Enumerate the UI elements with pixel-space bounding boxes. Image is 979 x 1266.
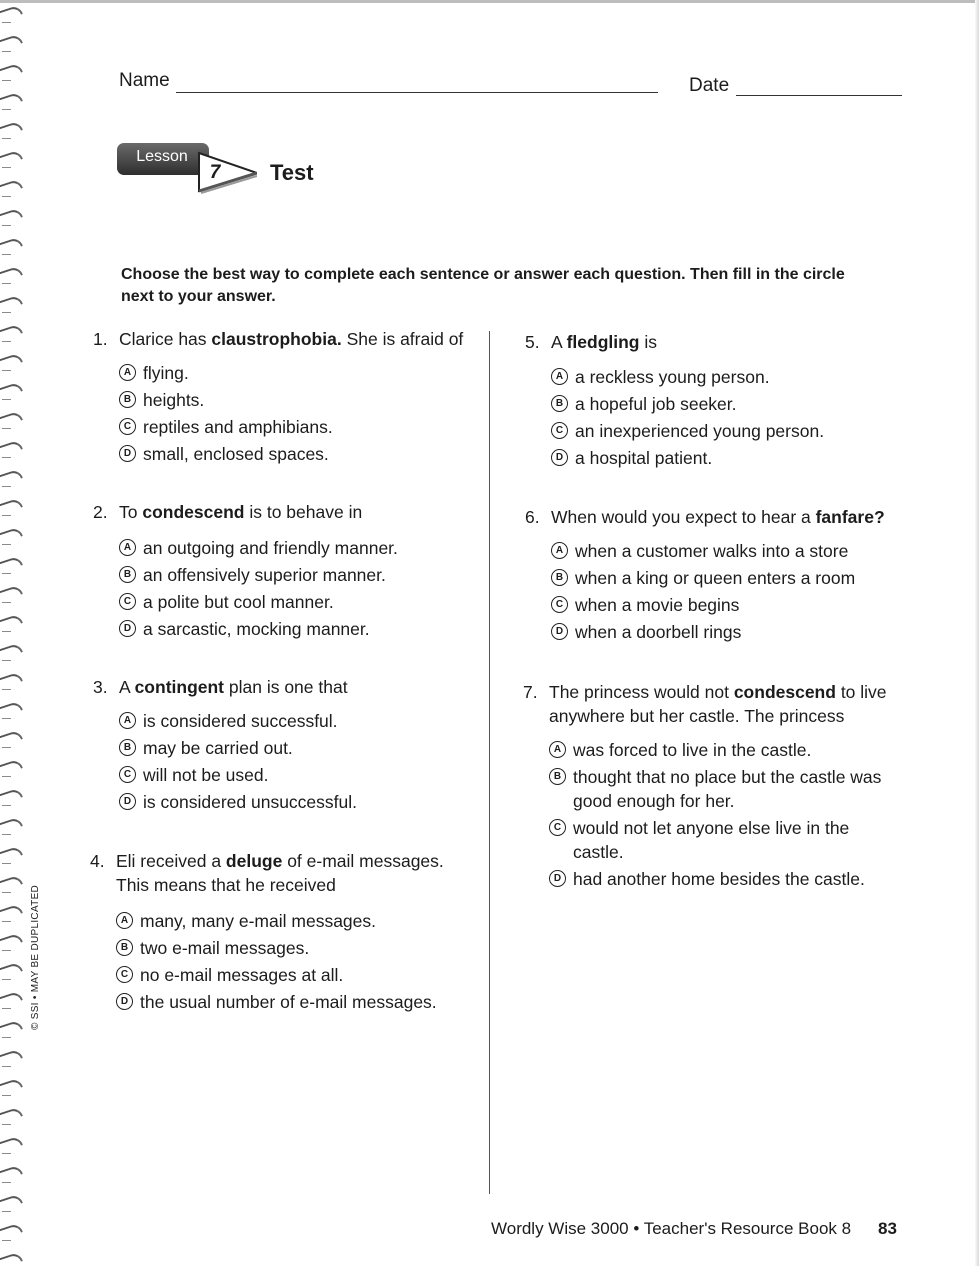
binding-hole xyxy=(2,776,11,777)
answer-bubble-icon[interactable]: A xyxy=(119,364,136,381)
question-number: 3. xyxy=(93,677,108,697)
binding-ring xyxy=(0,498,23,515)
answer-option-b[interactable] xyxy=(549,765,881,813)
answer-options xyxy=(119,536,398,644)
answer-option-b[interactable] xyxy=(119,736,357,760)
binding-hole xyxy=(2,863,11,864)
answer-bubble-icon[interactable]: D xyxy=(551,449,568,466)
answer-bubble-icon[interactable]: A xyxy=(551,368,568,385)
answer-text: is considered unsuccessful. xyxy=(143,792,357,812)
answer-option-c[interactable] xyxy=(116,963,437,987)
binding-ring xyxy=(0,759,23,776)
answer-bubble-icon[interactable]: B xyxy=(119,739,136,756)
answer-option-d[interactable] xyxy=(551,446,824,470)
answer-text: would not let anyone else live in the xyxy=(573,818,850,838)
binding-ring xyxy=(0,92,23,109)
answer-option-b[interactable] xyxy=(119,563,398,587)
binding-ring xyxy=(0,382,23,399)
answer-text: when a movie begins xyxy=(575,595,740,615)
vocabulary-word: claustrophobia. xyxy=(211,329,342,349)
page-right-edge xyxy=(975,0,979,1266)
question-number: 7. xyxy=(523,682,538,702)
answer-text: a sarcastic, mocking manner. xyxy=(143,619,370,639)
binding-ring xyxy=(0,701,23,718)
binding-hole xyxy=(2,631,11,632)
answer-text: small, enclosed spaces. xyxy=(143,444,329,464)
answer-bubble-icon[interactable]: C xyxy=(119,418,136,435)
binding-hole xyxy=(2,892,11,893)
binding-hole xyxy=(2,370,11,371)
answer-bubble-icon[interactable]: C xyxy=(551,422,568,439)
vocabulary-word: condescend xyxy=(733,682,836,702)
binding-hole xyxy=(2,573,11,574)
binding-hole xyxy=(2,486,11,487)
binding-hole xyxy=(2,1124,11,1125)
binding-hole xyxy=(2,1153,11,1154)
answer-bubble-icon[interactable]: B xyxy=(551,569,568,586)
stem-text-line2: anywhere but her castle. The princess xyxy=(549,706,845,726)
binding-ring xyxy=(0,295,23,312)
question-stem xyxy=(116,849,496,897)
answer-bubble-icon[interactable]: A xyxy=(119,712,136,729)
binding-hole xyxy=(2,1066,11,1067)
answer-text: many, many e-mail messages. xyxy=(140,911,377,931)
section-title: Test xyxy=(270,160,314,185)
answer-text: the usual number of e-mail messages. xyxy=(140,992,437,1012)
answer-text-line2: castle. xyxy=(573,842,624,862)
answer-text: a polite but cool manner. xyxy=(143,592,334,612)
question-stem xyxy=(119,675,499,699)
answer-bubble-icon[interactable]: D xyxy=(551,623,568,640)
answer-options xyxy=(119,361,333,469)
answer-text: when a customer walks into a store xyxy=(575,541,849,561)
answer-option-b[interactable] xyxy=(116,936,437,960)
lesson-badge xyxy=(117,143,257,203)
instructions: Choose the best way to complete each sentence or answer each question. Then fill in the circle next to your answer. xyxy=(121,266,845,305)
binding-hole xyxy=(2,22,11,23)
binding-ring xyxy=(0,237,23,254)
answer-text: an outgoing and friendly manner. xyxy=(143,538,398,558)
binding-hole xyxy=(2,225,11,226)
answer-options xyxy=(551,539,855,647)
stem-text: She is afraid of xyxy=(341,329,464,349)
answer-option-d[interactable] xyxy=(549,867,881,891)
binding-hole xyxy=(2,283,11,284)
answer-text: an offensively superior manner. xyxy=(143,565,386,585)
answer-text: heights. xyxy=(143,390,205,410)
binding-ring xyxy=(0,556,23,573)
answer-text: may be carried out. xyxy=(143,738,293,758)
answer-text: a reckless young person. xyxy=(575,367,770,387)
answer-bubble-icon[interactable]: A xyxy=(119,539,136,556)
binding-ring xyxy=(0,353,23,370)
binding-hole xyxy=(2,921,11,922)
binding-ring xyxy=(0,121,23,138)
binding-hole xyxy=(2,515,11,516)
answer-bubble-icon[interactable]: C xyxy=(116,966,133,983)
binding-hole xyxy=(2,718,11,719)
binding-hole xyxy=(2,1211,11,1212)
question-number: 2. xyxy=(93,502,108,522)
question-stem xyxy=(119,500,499,524)
answer-option-a[interactable] xyxy=(119,709,357,733)
stem-text: When would you expect to hear a xyxy=(551,507,816,527)
question-stem xyxy=(551,330,931,354)
binding-ring xyxy=(0,1107,23,1124)
vocabulary-word: deluge xyxy=(225,851,283,871)
answer-text: reptiles and amphibians. xyxy=(143,417,333,437)
answer-options xyxy=(551,365,824,473)
answer-bubble-icon[interactable]: D xyxy=(119,793,136,810)
vocabulary-word: fledgling xyxy=(566,332,640,352)
binding-ring xyxy=(0,150,23,167)
binding-hole xyxy=(2,457,11,458)
date-label: Date xyxy=(689,75,730,96)
answer-text: thought that no place but the castle was xyxy=(573,767,882,787)
binding-ring xyxy=(0,904,23,921)
page-number: 83 xyxy=(878,1219,897,1238)
stem-text-line2: This means that he received xyxy=(116,875,336,895)
binding-ring xyxy=(0,208,23,225)
name-label: Name xyxy=(119,70,170,91)
answer-text: two e-mail messages. xyxy=(140,938,310,958)
binding-ring xyxy=(0,846,23,863)
answer-text: when a king or queen enters a room xyxy=(575,568,856,588)
lesson-number: 7 xyxy=(209,162,221,183)
question-stem xyxy=(549,680,929,728)
answer-option-c[interactable] xyxy=(551,593,855,617)
answer-bubble-icon[interactable]: D xyxy=(119,620,136,637)
answer-bubble-icon[interactable]: C xyxy=(119,593,136,610)
stem-text: Eli received a xyxy=(116,851,226,871)
vocabulary-word: fanfare? xyxy=(815,507,885,527)
column-divider xyxy=(489,331,490,1194)
binding-ring xyxy=(0,933,23,950)
lesson-label: Lesson xyxy=(136,148,188,165)
answer-text: flying. xyxy=(143,363,189,383)
binding-ring xyxy=(0,1136,23,1153)
answer-bubble-icon[interactable]: D xyxy=(549,870,566,887)
stem-text: of e-mail messages. xyxy=(282,851,444,871)
answer-option-c[interactable] xyxy=(119,763,357,787)
binding-ring xyxy=(0,1049,23,1066)
binding-hole xyxy=(2,602,11,603)
answer-bubble-icon[interactable]: D xyxy=(116,993,133,1010)
answer-option-a[interactable] xyxy=(551,365,824,389)
question-stem xyxy=(551,505,931,529)
answer-option-c[interactable] xyxy=(551,419,824,443)
binding-ring xyxy=(0,643,23,660)
answer-option-a[interactable] xyxy=(551,539,855,563)
binding-ring xyxy=(0,1223,23,1240)
binding-hole xyxy=(2,312,11,313)
binding-ring xyxy=(0,1194,23,1211)
binding-hole xyxy=(2,689,11,690)
binding-ring xyxy=(0,1252,23,1266)
binding-ring xyxy=(0,962,23,979)
binding-hole xyxy=(2,747,11,748)
answer-options xyxy=(116,909,437,1017)
binding-ring xyxy=(0,1020,23,1037)
answer-option-c[interactable] xyxy=(119,590,398,614)
binding-hole xyxy=(2,399,11,400)
spiral-binding xyxy=(0,0,28,1266)
answer-option-d[interactable] xyxy=(119,442,333,466)
answer-option-a[interactable] xyxy=(116,909,437,933)
binding-hole xyxy=(2,196,11,197)
answer-bubble-icon[interactable]: C xyxy=(119,766,136,783)
answer-text: when a doorbell rings xyxy=(575,622,742,642)
binding-ring xyxy=(0,469,23,486)
stem-text: plan is one that xyxy=(224,677,348,697)
binding-ring xyxy=(0,875,23,892)
answer-bubble-icon[interactable]: C xyxy=(551,596,568,613)
binding-ring xyxy=(0,63,23,80)
answer-option-a[interactable] xyxy=(549,738,881,762)
answer-bubble-icon[interactable]: A xyxy=(549,741,566,758)
answer-option-c[interactable] xyxy=(549,816,881,864)
binding-hole xyxy=(2,950,11,951)
answer-bubble-icon[interactable]: B xyxy=(119,391,136,408)
answer-text: a hospital patient. xyxy=(575,448,713,468)
binding-ring xyxy=(0,34,23,51)
answer-option-d[interactable] xyxy=(551,620,855,644)
stem-text: Clarice has xyxy=(119,329,212,349)
answer-bubble-icon[interactable]: B xyxy=(116,939,133,956)
answer-option-d[interactable] xyxy=(116,990,437,1014)
binding-ring xyxy=(0,5,23,22)
stem-text: A xyxy=(119,677,135,697)
answer-option-b[interactable] xyxy=(119,388,333,412)
binding-hole xyxy=(2,341,11,342)
binding-ring xyxy=(0,730,23,747)
answer-bubble-icon[interactable]: B xyxy=(119,566,136,583)
answer-option-c[interactable] xyxy=(119,415,333,439)
answer-text: will not be used. xyxy=(143,765,269,785)
copyright-note: © SSI • MAY BE DUPLICATED xyxy=(30,884,41,1030)
answer-text: no e-mail messages at all. xyxy=(140,965,344,985)
footer-source: Wordly Wise 3000 • Teacher's Resource Book 8 xyxy=(491,1219,852,1238)
answer-option-d[interactable] xyxy=(119,790,357,814)
vocabulary-word: condescend xyxy=(142,502,245,522)
date-field-line xyxy=(736,95,902,96)
answer-option-a[interactable] xyxy=(119,361,333,385)
stem-text: A xyxy=(551,332,567,352)
binding-hole xyxy=(2,254,11,255)
answer-bubble-icon[interactable]: B xyxy=(551,395,568,412)
stem-text: is xyxy=(639,332,657,352)
stem-text: The princess would not xyxy=(549,682,734,702)
binding-hole xyxy=(2,979,11,980)
binding-ring xyxy=(0,411,23,428)
question-number: 4. xyxy=(90,851,105,871)
binding-ring xyxy=(0,1165,23,1182)
question-number: 1. xyxy=(93,329,108,349)
question-number: 6. xyxy=(525,507,540,527)
binding-hole xyxy=(2,805,11,806)
binding-hole xyxy=(2,138,11,139)
answer-text: was forced to live in the castle. xyxy=(573,740,812,760)
answer-option-d[interactable] xyxy=(119,617,398,641)
binding-hole xyxy=(2,834,11,835)
binding-ring xyxy=(0,324,23,341)
binding-hole xyxy=(2,80,11,81)
answer-bubble-icon[interactable]: A xyxy=(116,912,133,929)
answer-option-b[interactable] xyxy=(551,566,855,590)
answer-bubble-icon[interactable]: B xyxy=(549,768,566,785)
answer-bubble-icon[interactable]: D xyxy=(119,445,136,462)
binding-hole xyxy=(2,428,11,429)
binding-ring xyxy=(0,991,23,1008)
binding-ring xyxy=(0,440,23,457)
vocabulary-word: contingent xyxy=(134,677,225,697)
binding-ring xyxy=(0,1078,23,1095)
binding-hole xyxy=(2,167,11,168)
binding-ring xyxy=(0,817,23,834)
answer-text-line2: good enough for her. xyxy=(573,791,735,811)
answer-text: an inexperienced young person. xyxy=(575,421,825,441)
binding-hole xyxy=(2,660,11,661)
answer-option-b[interactable] xyxy=(551,392,824,416)
answer-options xyxy=(119,709,357,817)
stem-text: to live xyxy=(835,682,887,702)
answer-option-a[interactable] xyxy=(119,536,398,560)
binding-hole xyxy=(2,1037,11,1038)
stem-text: is to behave in xyxy=(244,502,363,522)
binding-hole xyxy=(2,1240,11,1241)
binding-hole xyxy=(2,1095,11,1096)
answer-text: a hopeful job seeker. xyxy=(575,394,737,414)
page-top-edge xyxy=(0,0,979,3)
question-stem xyxy=(119,327,499,351)
binding-ring xyxy=(0,585,23,602)
binding-ring xyxy=(0,788,23,805)
binding-ring xyxy=(0,527,23,544)
stem-text: To xyxy=(119,502,143,522)
binding-hole xyxy=(2,1008,11,1009)
answer-text: had another home besides the castle. xyxy=(573,869,865,889)
answer-bubble-icon[interactable]: A xyxy=(551,542,568,559)
question-number: 5. xyxy=(525,332,540,352)
answer-bubble-icon[interactable]: C xyxy=(549,819,566,836)
binding-ring xyxy=(0,266,23,283)
binding-hole xyxy=(2,51,11,52)
binding-hole xyxy=(2,544,11,545)
binding-hole xyxy=(2,1182,11,1183)
binding-ring xyxy=(0,179,23,196)
binding-ring xyxy=(0,614,23,631)
answer-options xyxy=(549,738,881,894)
binding-hole xyxy=(2,109,11,110)
name-field-line xyxy=(176,92,658,93)
answer-text: is considered successful. xyxy=(143,711,338,731)
binding-ring xyxy=(0,672,23,689)
